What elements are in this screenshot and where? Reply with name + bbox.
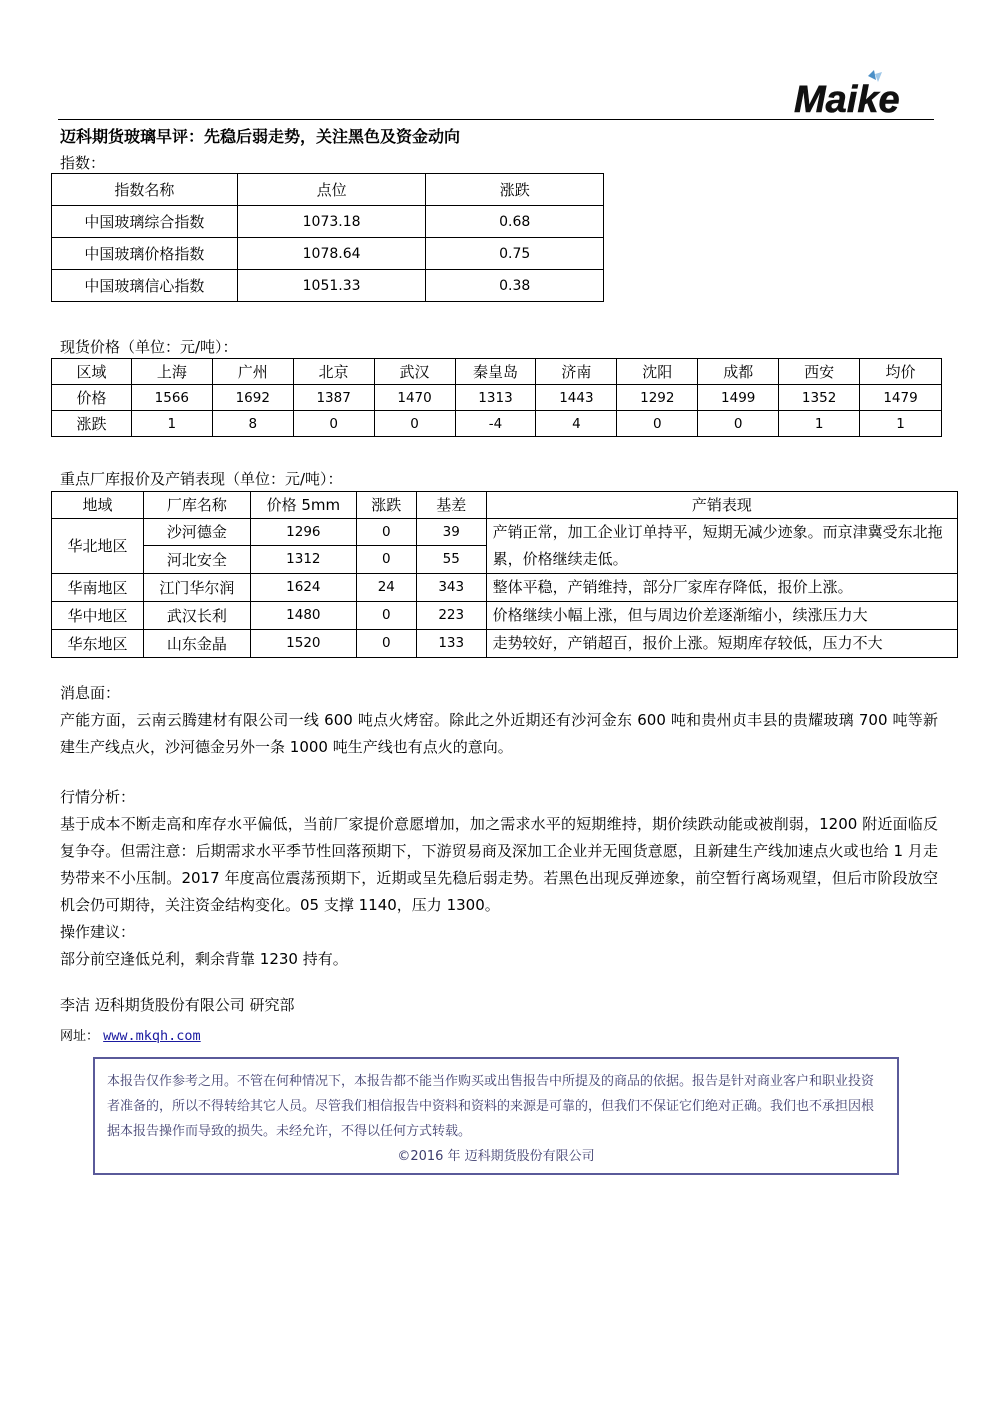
index-name: 中国玻璃信心指数 (52, 270, 238, 302)
spot-region: 济南 (536, 359, 617, 385)
index-change: 0.68 (426, 206, 604, 238)
spot-change: 0 (698, 411, 779, 437)
news-text: 产能方面，云南云腾建材有限公司一线 600 吨点火烤窑。除此之外近期还有沙河金东 600 吨和贵州贞丰县的贵耀玻璃 700 吨等新建生产线点火，沙河德金另外一条 1000 吨生产线也有点火的意向。 (60, 711, 938, 756)
spot-region-row (52, 359, 942, 385)
report-title: 迈科期货玻璃早评：先稳后弱走势，关注黑色及资金动向 (60, 127, 461, 146)
spot-region: 上海 (131, 359, 212, 385)
factory-area: 华南地区 (52, 573, 144, 601)
factory-change: 0 (356, 629, 416, 657)
news-label: 消息面： (60, 684, 121, 702)
spot-change: 1 (779, 411, 860, 437)
spot-price: 1470 (374, 385, 455, 411)
spot-change-row (52, 411, 942, 437)
table-row (52, 629, 958, 657)
factory-change: 0 (356, 601, 416, 629)
factory-basis: 223 (416, 601, 486, 629)
factory-change: 24 (356, 573, 416, 601)
factory-sales: 走势较好，产销超百，报价上涨。短期库存较低，压力不大 (486, 629, 957, 657)
factory-name: 河北安全 (143, 546, 250, 574)
advice-text: 部分前空逢低兑利，剩余背靠 1230 持有。 (60, 950, 348, 968)
factory-name: 沙河德金 (143, 518, 250, 546)
factory-price: 1296 (250, 518, 356, 546)
spot-change: 8 (212, 411, 293, 437)
header-rule (58, 119, 934, 120)
spot-region: 秦皇岛 (455, 359, 536, 385)
factory-col-basis: 基差 (416, 492, 486, 519)
maike-logo (790, 70, 940, 118)
spot-change: 0 (293, 411, 374, 437)
spot-row-label: 区域 (52, 359, 132, 385)
factory-col-area: 地域 (52, 492, 144, 519)
factory-name: 江门华尔润 (143, 573, 250, 601)
factory-label: 重点厂库报价及产销表现（单位：元/吨）： (60, 470, 343, 488)
factory-basis: 55 (416, 546, 486, 574)
index-table (51, 173, 604, 302)
table-row (52, 601, 958, 629)
spot-region: 武汉 (374, 359, 455, 385)
factory-col-change: 涨跌 (356, 492, 416, 519)
index-label: 指数： (60, 154, 106, 172)
spot-change: 1 (131, 411, 212, 437)
factory-basis: 39 (416, 518, 486, 546)
spot-region: 北京 (293, 359, 374, 385)
spot-change: -4 (455, 411, 536, 437)
factory-basis: 343 (416, 573, 486, 601)
spot-change: 0 (374, 411, 455, 437)
index-col-name: 指数名称 (52, 174, 238, 206)
spot-price: 1443 (536, 385, 617, 411)
factory-sales: 整体平稳，产销维持，部分厂家库存降低，报价上涨。 (486, 573, 957, 601)
spot-price: 1352 (779, 385, 860, 411)
author-line: 李洁 迈科期货股份有限公司 研究部 (60, 996, 295, 1014)
spot-region: 成都 (698, 359, 779, 385)
disclaimer-box (93, 1057, 899, 1175)
factory-header-row (52, 492, 958, 519)
index-header-row (52, 174, 604, 206)
analysis-label: 行情分析： (60, 788, 136, 806)
index-col-change: 涨跌 (426, 174, 604, 206)
website-line (60, 1025, 201, 1044)
website-label: 网址： (60, 1029, 100, 1044)
table-row (52, 573, 958, 601)
table-row (52, 206, 604, 238)
index-value: 1073.18 (237, 206, 426, 238)
factory-price: 1624 (250, 573, 356, 601)
factory-table (51, 491, 958, 658)
index-change: 0.38 (426, 270, 604, 302)
index-name: 中国玻璃综合指数 (52, 206, 238, 238)
factory-name: 武汉长利 (143, 601, 250, 629)
spot-region: 西安 (779, 359, 860, 385)
factory-area: 华中地区 (52, 601, 144, 629)
factory-area: 华东地区 (52, 629, 144, 657)
table-row (52, 518, 958, 546)
factory-col-sales: 产销表现 (486, 492, 957, 519)
spot-price: 1499 (698, 385, 779, 411)
spot-price-table (51, 358, 942, 437)
spot-row-label: 涨跌 (52, 411, 132, 437)
spot-price: 1692 (212, 385, 293, 411)
spot-change: 1 (860, 411, 942, 437)
factory-area: 华北地区 (52, 518, 144, 573)
factory-change: 0 (356, 546, 416, 574)
disclaimer-text: 本报告仅作参考之用。不管在何种情况下，本报告都不能当作购买或出售报告中所提及的商品的依据。报告是针对商业客户和职业投资者准备的，所以不得转给其它人员。尽管我们相信报告中资料和资料的来源是可靠的，但我们不保证它们绝对正确。我们也不承担因根据本报告操作而导致的损失。未经允许，不得以任何方式转载。 (107, 1074, 875, 1139)
index-name: 中国玻璃价格指数 (52, 238, 238, 270)
analysis-section (60, 784, 938, 973)
factory-col-price: 价格 5mm (250, 492, 356, 519)
table-row (52, 270, 604, 302)
index-value: 1078.64 (237, 238, 426, 270)
factory-price: 1312 (250, 546, 356, 574)
spot-price-row (52, 385, 942, 411)
index-change: 0.75 (426, 238, 604, 270)
factory-col-name: 厂库名称 (143, 492, 250, 519)
spot-price: 1292 (617, 385, 698, 411)
factory-change: 0 (356, 518, 416, 546)
spot-price: 1566 (131, 385, 212, 411)
factory-price: 1520 (250, 629, 356, 657)
table-row (52, 238, 604, 270)
factory-price: 1480 (250, 601, 356, 629)
spot-change: 4 (536, 411, 617, 437)
spot-row-label: 价格 (52, 385, 132, 411)
advice-label: 操作建议： (60, 923, 136, 941)
index-col-value: 点位 (237, 174, 426, 206)
factory-basis: 133 (416, 629, 486, 657)
copyright: ©2016 年 迈科期货股份有限公司 (397, 1149, 595, 1164)
spot-region: 广州 (212, 359, 293, 385)
spot-price: 1313 (455, 385, 536, 411)
logo-text: Maike (794, 79, 900, 118)
analysis-text: 基于成本不断走高和库存水平偏低，当前厂家提价意愿增加，加之需求水平的短期维持，期价续跌动能或被削弱，1200 附近面临反复争夺。但需注意：后期需求水平季节性回落预期下，下游贸易商及深加工企业并无囤货意愿，且新建生产线加速点火或也给 1 月走势带来不小压制。2017 年度高位震荡预期下，近期或呈先稳后弱走势。若黑色出现反弹迹象，前空暂行离场观望，但后市阶段放空机会仍可期待，关注资金结构变化。05 支撑 1140，压力 1300。 (60, 815, 938, 914)
spot-change: 0 (617, 411, 698, 437)
spot-region: 均价 (860, 359, 942, 385)
index-value: 1051.33 (237, 270, 426, 302)
factory-sales: 产销正常，加工企业订单持平，短期无减少迹象。而京津冀受东北拖累，价格继续走低。 (486, 518, 957, 573)
factory-sales: 价格继续小幅上涨，但与周边价差逐渐缩小，续涨压力大 (486, 601, 957, 629)
spot-region: 沈阳 (617, 359, 698, 385)
spot-price: 1479 (860, 385, 942, 411)
news-section (60, 680, 938, 761)
factory-name: 山东金晶 (143, 629, 250, 657)
website-link[interactable]: www.mkqh.com (103, 1028, 201, 1044)
spot-label: 现货价格（单位：元/吨）： (60, 338, 238, 356)
spot-price: 1387 (293, 385, 374, 411)
